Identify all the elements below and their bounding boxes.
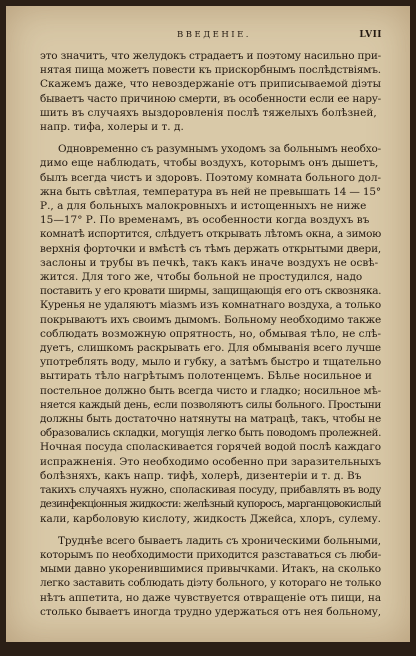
text-line: нятая пища можетъ повести къ прискорбнымъ послѣдствіямъ. <box>40 64 381 77</box>
running-title: ВВЕДЕНІЕ. <box>177 30 251 40</box>
text-line: Ночная посуда споласкивается горячей водой послѣ каждаго <box>40 441 381 454</box>
text-line: болѣзняхъ, какъ напр. тифѣ, холерѣ, дизентеріи и т. д. Въ <box>40 469 362 482</box>
text-line: которымъ по необходимости приходится разставаться съ люби- <box>40 548 381 561</box>
text-line: нѣтъ аппетита, но даже чувствуется отвращеніе отъ пищи, на <box>40 591 381 604</box>
text-line: напр. тифа, холеры и т. д. <box>40 121 184 134</box>
text-line: заслоны и трубы въ печкѣ, такъ какъ иначе воздухъ не освѣ- <box>40 256 379 269</box>
text-line: постельное должно быть всегда чисто и гладко; носильное мѣ- <box>40 384 381 397</box>
text-line: Скажемъ даже, что невоздержаніе отъ приписываемой діэты <box>40 78 381 91</box>
text-line: Одновременно съ разумнымъ уходомъ за больнымъ необхо- <box>58 143 381 156</box>
text-line: такихъ случаяхъ нужно, споласкивая посуду, прибавлять въ воду <box>40 484 381 497</box>
text-line: Куренья не удаляютъ міазмъ изъ комнатнаго воздуха, а только <box>40 299 381 312</box>
text-line: дезинфекціонныя жидкости: желѣзный купоросъ, марганцовокислый <box>40 498 381 511</box>
text-line: жится. Для того же, чтобы больной не простудился, надо <box>40 271 363 284</box>
text-line: кали, карболовую кислоту, жидкость Джейса, хлоръ, сулему. <box>40 512 381 525</box>
text-line: жна быть свѣтлая, температура въ ней не превышать 14 — 15° <box>40 185 381 198</box>
text-line: испражненія. Это необходимо особенно при заразительныхъ <box>40 455 381 468</box>
text-line: поставить у его кровати ширмы, защищающія его отъ сквозняка. <box>40 285 381 298</box>
paragraph <box>40 534 381 619</box>
text-line: Р., а для больныхъ малокровныхъ и истощенныхъ не ниже <box>40 200 367 213</box>
text-line: Труднѣе всего бываетъ ладить съ хроническими больными, <box>58 534 381 547</box>
text-line: это значитъ, что желудокъ страдаетъ и поэтому насильно при- <box>40 50 381 62</box>
body-text <box>40 49 381 619</box>
text-line: столько бываетъ иногда трудно удержаться отъ нея больному, <box>40 605 381 618</box>
text-line: употреблять воду, мыло и губку, а затѣмъ быстро и тщательно <box>40 356 381 369</box>
text-line: комнатѣ испортится, слѣдуетъ открывать лѣтомъ окна, а зимою <box>40 228 381 241</box>
page-number: LVII <box>359 30 382 40</box>
text-line: няется каждый день, если позволяютъ силы больного. Простыни <box>40 398 381 411</box>
text-line: легко заставить соблюдать діэту больного, у котораго не только <box>40 577 381 590</box>
text-line: верхнія форточки и вмѣстѣ съ тѣмъ держать открытыми двери, <box>40 242 381 255</box>
text-line: былъ всегда чистъ и здоровъ. Поэтому комната больного дол- <box>40 171 381 184</box>
text-line: должны быть достаточно натянуты на матрацѣ, такъ, чтобы не <box>40 413 381 426</box>
book-page <box>6 6 410 642</box>
text-line: бываетъ часто причиною смерти, въ особенности если ее нару- <box>40 92 381 105</box>
running-head <box>46 30 382 44</box>
text-line: 15—17° Р. По временамъ, въ особенности когда воздухъ въ <box>40 214 370 227</box>
text-line: дуетъ, слишкомъ раскрывать его. Для обмыванія всего лучше <box>40 342 381 355</box>
text-line: соблюдать возможную опрятность, но, обмывая тѣло, не слѣ- <box>40 327 381 340</box>
paragraph <box>40 142 381 525</box>
text-line: димо еще наблюдать, чтобы воздухъ, которымъ онъ дышетъ, <box>40 157 379 170</box>
text-line: образовались складки, могущія легко быть поводомъ пролежней. <box>40 427 381 440</box>
text-line: покрываютъ ихъ своимъ дымомъ. Больному необходимо также <box>40 313 381 326</box>
text-line: шить въ случаяхъ выздоровленія послѣ тяжелыхъ болѣзней, <box>40 106 377 119</box>
text-line: вытирать тѣло нагрѣтымъ полотенцемъ. Бѣлье носильное и <box>40 370 372 383</box>
text-line: мыми давно укоренившимися привычками. Итакъ, на сколько <box>40 563 381 576</box>
paragraph <box>40 49 381 134</box>
